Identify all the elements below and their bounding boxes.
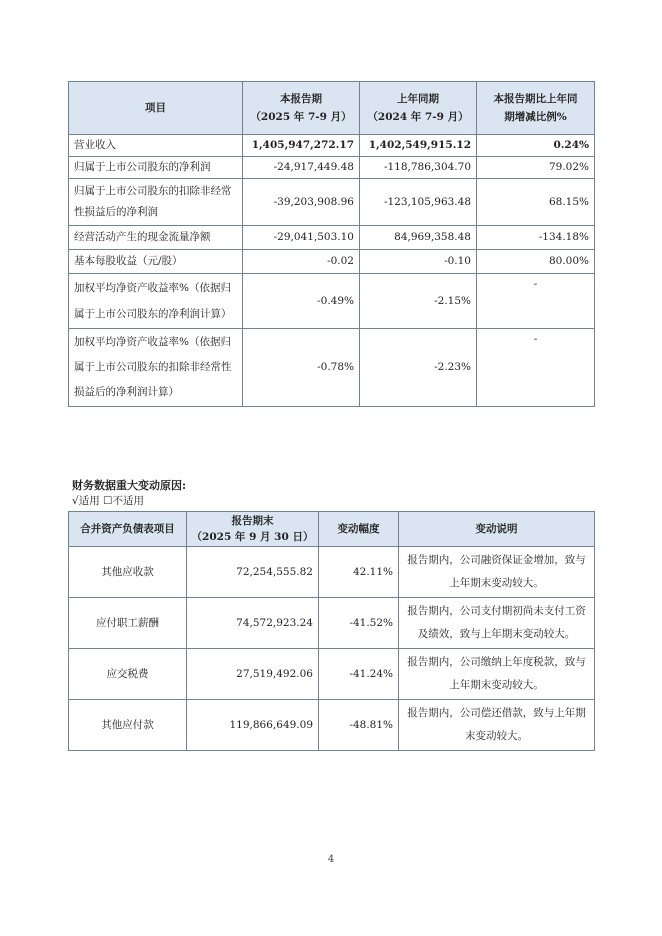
- row-value: 27,519,492.06: [187, 649, 319, 700]
- row-current: -39,203,908.96: [243, 179, 360, 226]
- header-balance-item: 合并资产负债表项目: [69, 512, 187, 547]
- header-period-line1: 报告期末: [231, 515, 274, 527]
- table-row: [69, 547, 595, 598]
- row-value: 74,572,923.24: [187, 598, 319, 649]
- row-change: -41.52%: [319, 598, 399, 649]
- table-row: [69, 274, 595, 329]
- row-item: 其他应收款: [69, 547, 187, 598]
- header-change: [477, 82, 595, 135]
- row-change: -134.18%: [477, 226, 595, 250]
- row-prior: 84,969,358.48: [360, 226, 477, 250]
- row-change: 0.24%: [477, 135, 595, 157]
- row-change: -: [477, 274, 595, 329]
- row-desc: 报告期内，公司缴纳上年度税款，致与上年期末变动较大。: [399, 649, 595, 700]
- row-label: 经营活动产生的现金流量净额: [69, 226, 243, 250]
- table-header-row: [69, 82, 595, 135]
- row-value: 119,866,649.09: [187, 700, 319, 751]
- row-current: -29,041,503.10: [243, 226, 360, 250]
- row-change: -41.24%: [319, 649, 399, 700]
- row-current: 1,405,947,272.17: [243, 135, 360, 157]
- row-current: -0.49%: [243, 274, 360, 329]
- key-financial-data-table: [68, 81, 595, 407]
- table-row: [69, 135, 595, 157]
- table-row: [69, 700, 595, 751]
- row-item: 应交税费: [69, 649, 187, 700]
- section-title: 财务数据重大变动原因:: [72, 479, 187, 492]
- applicability-checkbox: √适用 ☐不适用: [72, 495, 144, 507]
- header-prior-period: [360, 82, 477, 135]
- row-prior: -2.23%: [360, 329, 477, 407]
- row-label: 加权平均净资产收益率%（依据归属于上市公司股东的净利润计算）: [69, 274, 243, 329]
- header-current-period: [243, 82, 360, 135]
- row-change: -: [477, 329, 595, 407]
- row-current: -0.02: [243, 250, 360, 274]
- table-row: [69, 329, 595, 407]
- row-prior: -0.10: [360, 250, 477, 274]
- header-change-line1: 本报告期比上年同: [493, 93, 578, 105]
- header-change-line2: 期增减比例%: [504, 111, 567, 123]
- table-row: [69, 226, 595, 250]
- row-label: 归属于上市公司股东的扣除非经常性损益后的净利润: [69, 179, 243, 226]
- row-change: 42.11%: [319, 547, 399, 598]
- header-prior-line2: （2024 年 7-9 月）: [367, 111, 469, 123]
- row-desc: 报告期内，公司融资保证金增加，致与上年期末变动较大。: [399, 547, 595, 598]
- row-change: 80.00%: [477, 250, 595, 274]
- row-prior: -123,105,963.48: [360, 179, 477, 226]
- row-desc: 报告期内，公司支付期初尚未支付工资及绩效，致与上年期末变动较大。: [399, 598, 595, 649]
- row-change: 68.15%: [477, 179, 595, 226]
- row-prior: 1,402,549,915.12: [360, 135, 477, 157]
- row-change: 79.02%: [477, 157, 595, 179]
- table-row: [69, 157, 595, 179]
- table-header-row: [69, 512, 595, 547]
- row-item: 其他应付款: [69, 700, 187, 751]
- row-change: -48.81%: [319, 700, 399, 751]
- row-current: -0.78%: [243, 329, 360, 407]
- row-prior: -2.15%: [360, 274, 477, 329]
- table-row: [69, 250, 595, 274]
- table-row: [69, 179, 595, 226]
- row-label: 基本每股收益（元/股）: [69, 250, 243, 274]
- header-change-desc: 变动说明: [399, 512, 595, 547]
- header-item: 项目: [69, 82, 243, 135]
- row-current: -24,917,449.48: [243, 157, 360, 179]
- table-row: [69, 649, 595, 700]
- balance-sheet-changes-table: [68, 511, 595, 751]
- header-current-line1: 本报告期: [280, 93, 322, 105]
- row-prior: -118,786,304.70: [360, 157, 477, 179]
- header-current-line2: （2025 年 7-9 月）: [250, 111, 352, 123]
- row-label: 营业收入: [69, 135, 243, 157]
- row-value: 72,254,555.82: [187, 547, 319, 598]
- header-prior-line1: 上年同期: [397, 93, 439, 105]
- row-label: 归属于上市公司股东的净利润: [69, 157, 243, 179]
- header-period-end: [187, 512, 319, 547]
- table-row: [69, 598, 595, 649]
- page-number: 4: [327, 854, 335, 865]
- row-desc: 报告期内，公司偿还借款，致与上年期末变动较大。: [399, 700, 595, 751]
- header-change-range: 变动幅度: [319, 512, 399, 547]
- header-period-line2: （2025 年 9 月 30 日）: [191, 531, 314, 543]
- row-label: 加权平均净资产收益率%（依据归属于上市公司股东的扣除非经常性损益后的净利润计算）: [69, 329, 243, 407]
- row-item: 应付职工薪酬: [69, 598, 187, 649]
